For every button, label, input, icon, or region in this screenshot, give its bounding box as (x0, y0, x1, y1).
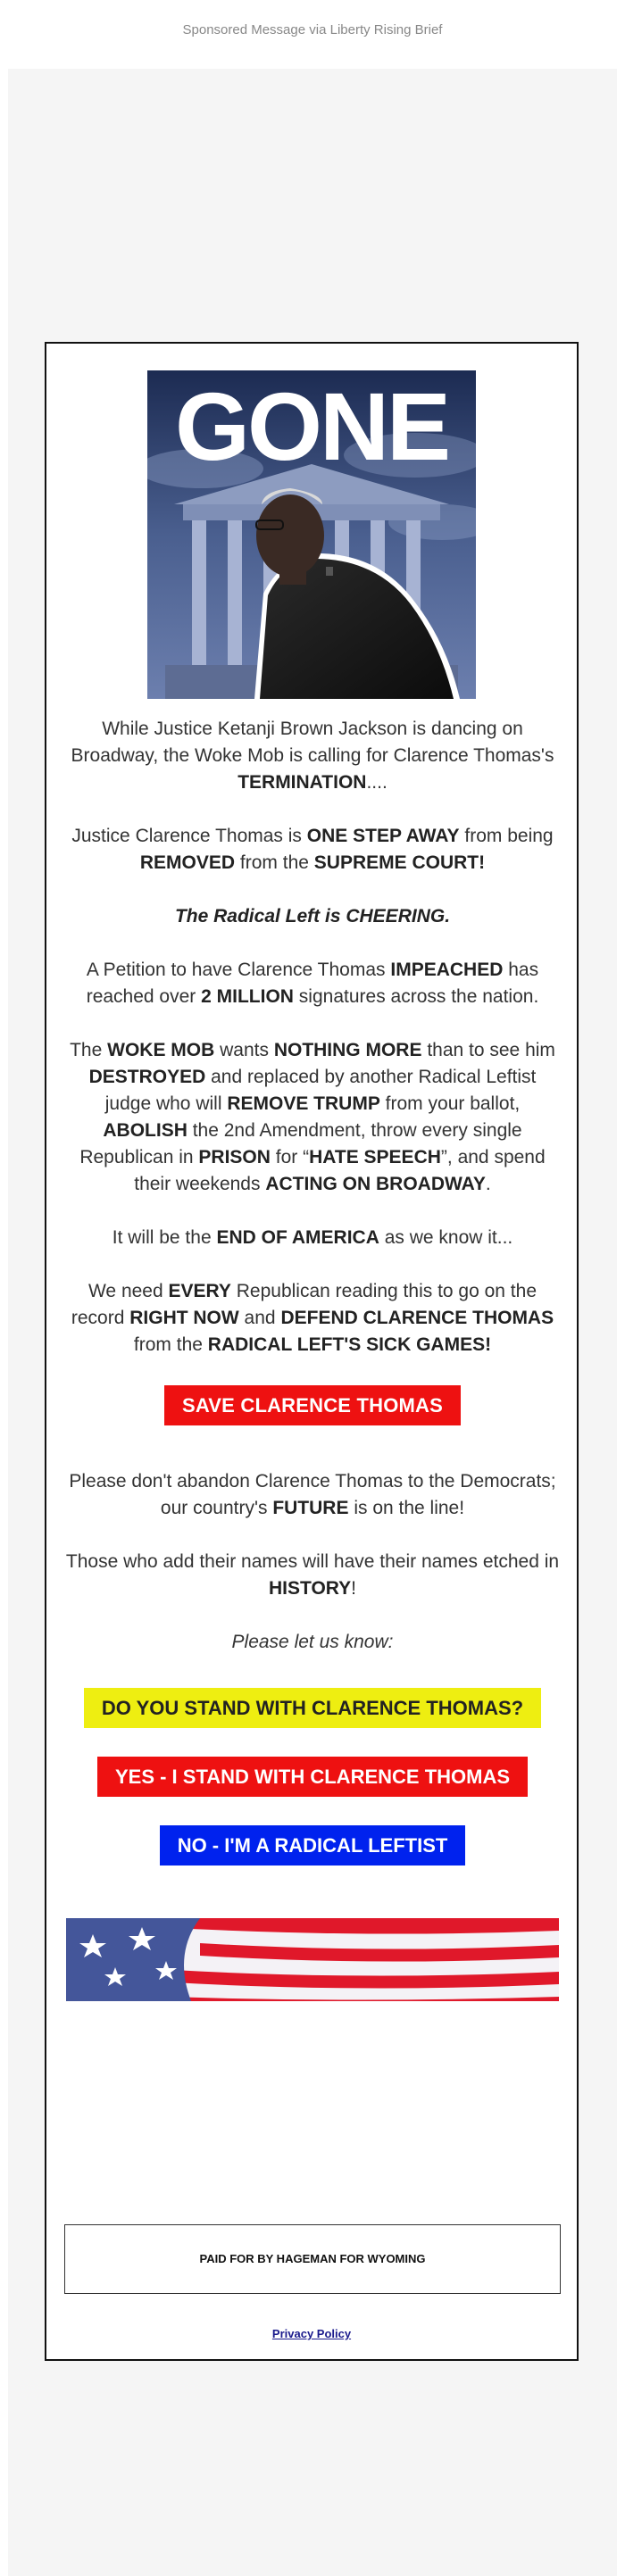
email-card (45, 342, 579, 2361)
american-flag-banner (66, 1918, 559, 2001)
poll-no-button[interactable]: NO - I'M A RADICAL LEFTIST (160, 1825, 466, 1866)
paragraph-history: Those who add their names will have their names etched in HISTORY! (65, 1551, 560, 1599)
paid-for-text: PAID FOR BY HAGEMAN FOR WYOMING (199, 2252, 426, 2265)
email-body (64, 716, 561, 1866)
poll-question: DO YOU STAND WITH CLARENCE THOMAS? (84, 1688, 541, 1728)
hero-image (147, 370, 476, 699)
paragraph-end-of-america: It will be the END OF AMERICA as we know it... (112, 1227, 513, 1248)
preheader-text: Sponsored Message via Liberty Rising Brief (182, 22, 443, 37)
paragraph-petition: A Petition to have Clarence Thomas IMPEACHED has reached over 2 MILLION signatures across the nation. (86, 960, 539, 1007)
poll-no-container (64, 1825, 561, 1866)
hero-illustration (147, 370, 476, 699)
poll-question-container (64, 1688, 561, 1728)
email-background (8, 69, 617, 2576)
paid-for-disclaimer (64, 2224, 561, 2294)
privacy-container (46, 2327, 577, 2340)
hero-headline: GONE (174, 372, 449, 480)
paragraph-step-away: Justice Clarence Thomas is ONE STEP AWAY from being REMOVED from the SUPREME COURT! (71, 826, 554, 873)
paragraph-let-us-know: Please let us know: (231, 1632, 394, 1652)
flag-illustration (66, 1918, 559, 2001)
save-clarence-thomas-button[interactable]: SAVE CLARENCE THOMAS (164, 1385, 461, 1425)
paragraph-intro: While Justice Ketanji Brown Jackson is dancing on Broadway, the Woke Mob is calling for Clarence Thomas's TERMINATION.... (71, 719, 554, 793)
paragraph-dont-abandon: Please don't abandon Clarence Thomas to the Democrats; our country's FUTURE is on the line! (69, 1471, 556, 1518)
privacy-policy-link[interactable]: Privacy Policy (271, 2327, 352, 2340)
preheader (0, 0, 625, 69)
poll-yes-container (64, 1757, 561, 1797)
paragraph-we-need: We need EVERY Republican reading this to go on the record RIGHT NOW and DEFEND CLARENCE THOMAS from the RADICAL LEFT'S SICK GAMES! (71, 1281, 554, 1355)
cta-container (64, 1385, 561, 1425)
paragraph-woke-mob: The WOKE MOB wants NOTHING MORE than to see him DESTROYED and replaced by another Radical Leftist judge who will REMOVE TRUMP from your ballot, ABOLISH the 2nd Amendment, throw every single Republican in PRISON for “HATE SPEECH”, and spend their weekends ACTING ON BROADWAY. (70, 1040, 555, 1194)
poll-yes-button[interactable]: YES - I STAND WITH CLARENCE THOMAS (97, 1757, 528, 1797)
paragraph-cheering: The Radical Left is CHEERING. (174, 906, 451, 927)
